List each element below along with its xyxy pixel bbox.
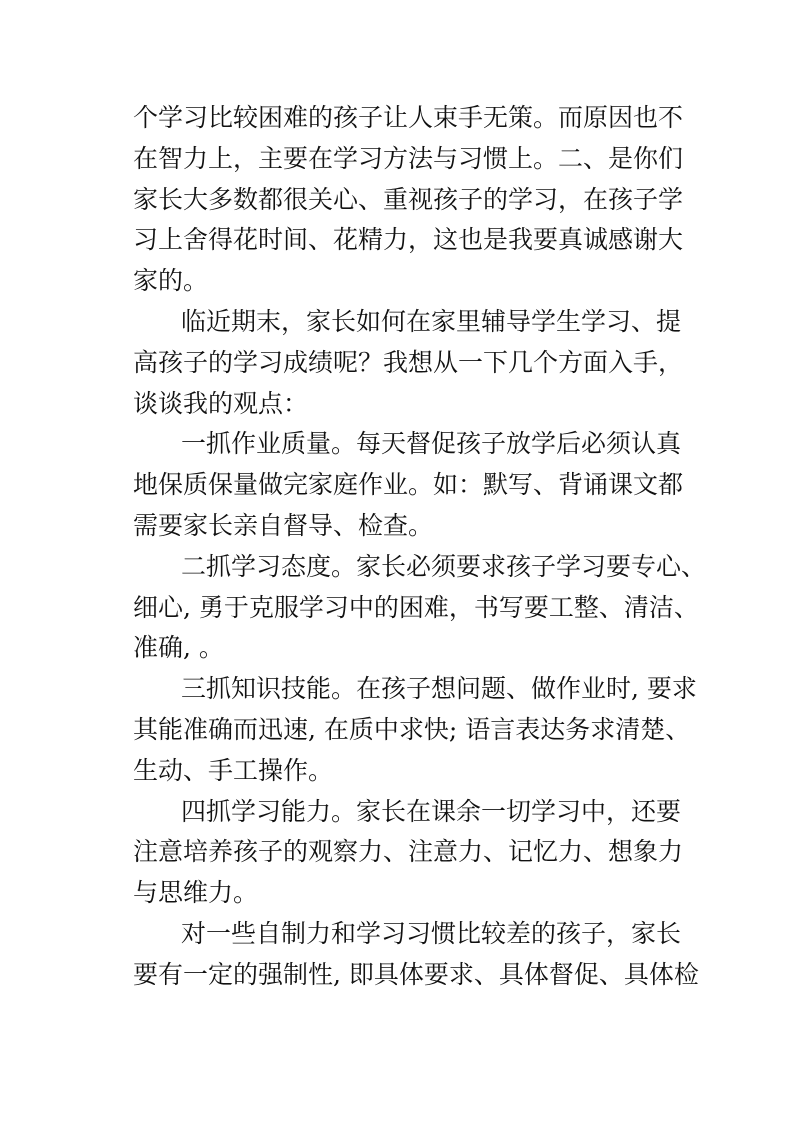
paragraph-5 [133,669,697,791]
text-line: 其能准确而迅速, 在质中求快; 语言表达务求清楚、 [133,714,691,744]
text-line: 注意培养孩子的观察力、注意力、记忆力、想象力 [133,837,684,867]
paragraph-6 [133,792,684,914]
paragraph-2 [133,302,684,424]
text-line: 一抓作业质量。每天督促孩子放学后必须认真 [181,429,682,459]
text-line: 家长大多数都很关心、重视孩子的学习，在孩子学 [133,184,684,214]
paragraph-7 [133,914,699,996]
text-line: 个学习比较困难的孩子让人束手无策。而原因也不 [133,103,684,132]
text-line: 需要家长亲自督导、检查。 [133,510,434,540]
text-line: 谈谈我的观点： [133,388,309,418]
text-line: 四抓学习能力。家长在课余一切学习中，还要 [181,796,682,826]
paragraph-3 [133,424,684,546]
text-line: 与思维力。 [133,878,259,908]
text-line: 习上舍得花时间、花精力，这也是我要真诚感谢大 [133,225,684,255]
text-line: 准确, 。 [133,633,224,663]
text-line: 二抓学习态度。家长必须要求孩子学习要专心、 [181,551,707,581]
text-line: 细心, 勇于克服学习中的困难，书写要工整、清洁、 [133,592,699,622]
text-line: 在智力上，主要在学习方法与习惯上。二、是你们 [133,143,684,173]
paragraph-1 [133,98,684,302]
text-line: 家的。 [133,266,209,296]
text-line: 高孩子的学习成绩呢？我想从一下几个方面入手， [133,347,684,377]
text-line: 要有一定的强制性, 即具体要求、具体督促、具体检 [133,959,699,989]
text-line: 临近期末，家长如何在家里辅导学生学习、提 [181,306,682,336]
paragraph-4 [133,547,707,669]
text-line: 对一些自制力和学习习惯比较差的孩子，家长 [181,918,682,948]
text-line: 三抓知识技能。在孩子想问题、做作业时, 要求 [181,674,697,704]
text-line: 地保质保量做完家庭作业。如：默写、背诵课文都 [133,470,684,500]
text-line: 生动、手工操作。 [133,755,334,785]
document-body [133,98,707,996]
